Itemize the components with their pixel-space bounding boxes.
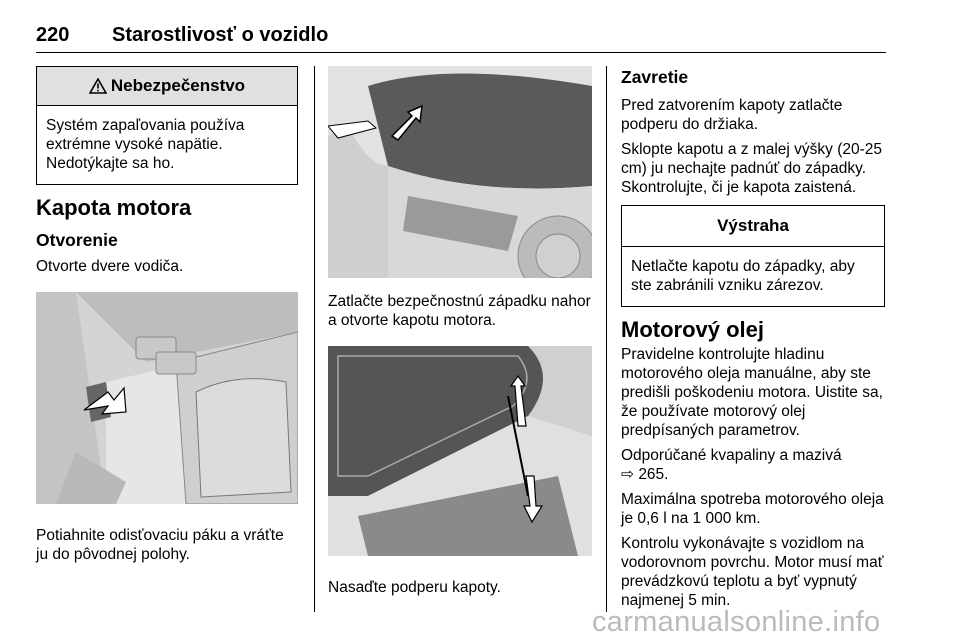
paragraph-push-catch: Zatlačte bezpečnostnú západku nahor a otvorte kapotu motora. — [328, 293, 591, 329]
paragraph-open-door: Otvorte dvere vodiča. — [36, 258, 184, 275]
subsection-title-opening: Otvorenie — [36, 230, 118, 250]
page-reference-link[interactable]: 265. — [638, 466, 669, 483]
figure-release-lever — [36, 292, 298, 504]
page-number: 220 — [36, 24, 70, 46]
hood-stay-illustration — [328, 346, 592, 556]
danger-header — [37, 67, 297, 106]
subsection-title-closing: Zavretie — [621, 67, 689, 87]
paragraph-push-stay: Pred zatvorením kapoty zatlačte podperu do držiaka. — [621, 97, 843, 133]
section-title-engine-oil: Motorový olej — [621, 317, 765, 342]
warning-title: Výstraha — [622, 206, 884, 247]
watermark: carmanualsonline.info — [592, 606, 881, 638]
paragraph-oil-consumption: Maximálna spotreba motorového oleja je 0,6 l na 1 000 km. — [621, 491, 884, 527]
column-divider — [314, 66, 315, 612]
paragraph-lower-hood: Sklopte kapotu a z malej výšky (20-25 cm) ju nechajte padnúť do západky. Skontrolujte, či je kapota zaistená. — [621, 141, 883, 196]
paragraph-pull-lever: Potiahnite odisťovaciu páku a vráťte ju do pôvodnej polohy. — [36, 527, 284, 563]
warning-text: Netlačte kapotu do západky, aby ste zabránili vzniku zárezov. — [631, 258, 855, 294]
danger-box — [36, 66, 298, 185]
recommended-fluids-text: Odporúčané kvapaliny a mazivá — [621, 447, 842, 464]
warning-box — [621, 205, 885, 307]
figure-safety-catch — [328, 66, 592, 278]
running-title: Starostlivosť o vozidlo — [112, 24, 329, 46]
release-lever-illustration — [36, 292, 298, 504]
safety-catch-illustration — [328, 66, 592, 278]
paragraph-recommended-fluids — [621, 446, 885, 484]
paragraph-check-conditions: Kontrolu vykonávajte s vozidlom na vodorovnom povrchu. Motor musí mať prevádzkovú teplotu a byť vypnutý najmenej 5 min. — [621, 535, 884, 609]
page-header — [36, 24, 886, 53]
danger-text: Systém zapaľovania používa extrémne vysoké napätie. Nedotýkajte sa ho. — [46, 117, 245, 172]
column-right — [621, 66, 885, 610]
column-middle — [328, 66, 592, 597]
column-left — [36, 66, 298, 564]
column-divider — [606, 66, 607, 612]
figure-hood-stay — [328, 346, 592, 556]
warning-triangle-icon — [89, 78, 107, 94]
paragraph-check-oil: Pravidelne kontrolujte hladinu motorového oleja manuálne, aby ste predišli poškodeniu motora. Uistite sa, že používate motorový olej predpísaných parametrov. — [621, 346, 883, 439]
section-title-hood: Kapota motora — [36, 195, 192, 220]
page-ref-arrow-icon: ⇨ — [621, 466, 634, 483]
danger-title: Nebezpečenstvo — [110, 76, 246, 95]
paragraph-install-stay: Nasaďte podperu kapoty. — [328, 579, 501, 596]
